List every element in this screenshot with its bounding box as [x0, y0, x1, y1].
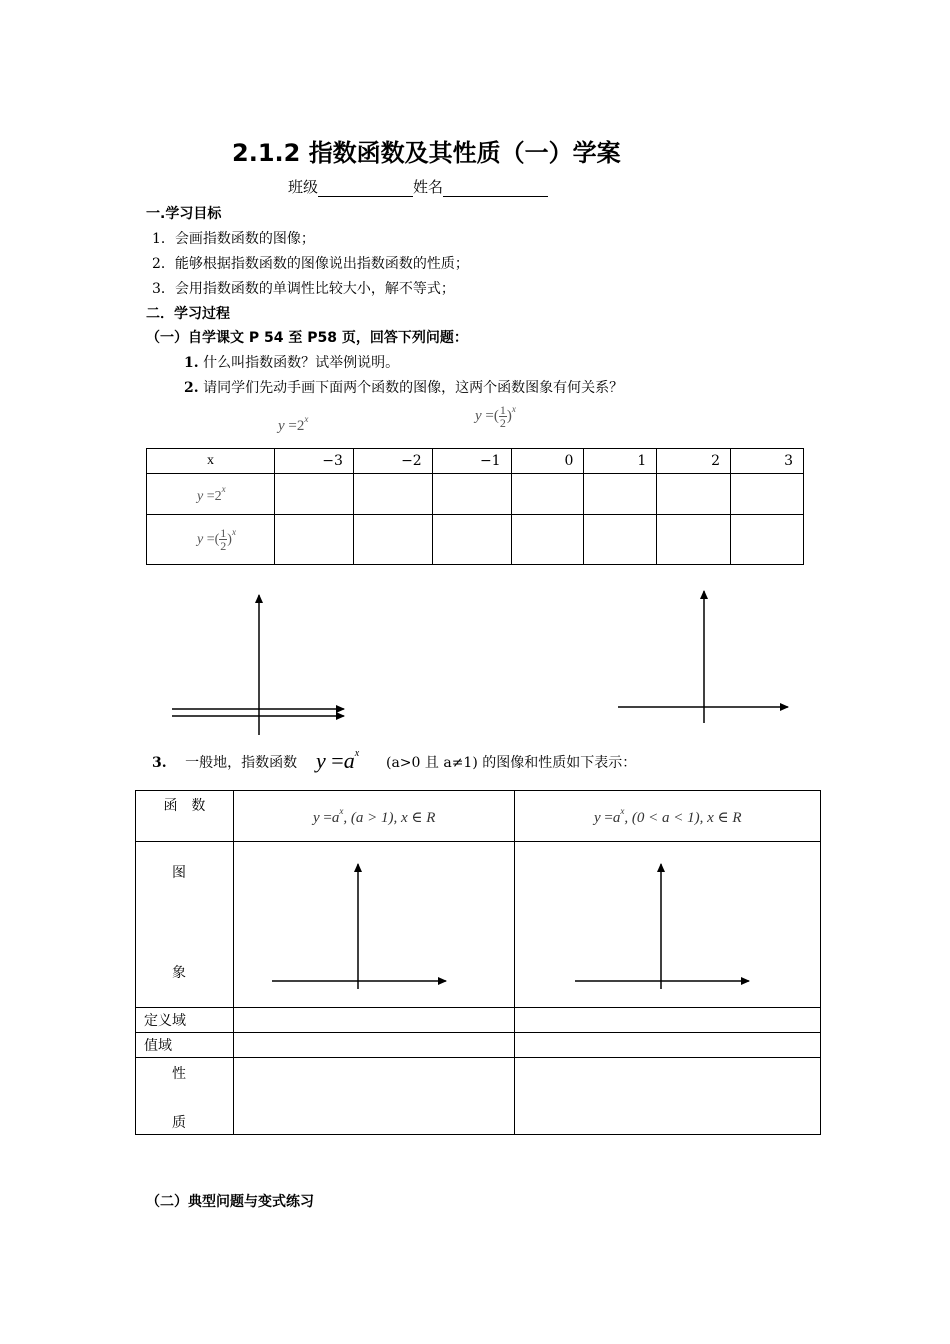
value-table [146, 448, 804, 565]
formula-2-to-x: $y =2^x$ [278, 414, 309, 434]
x-value: −1 [432, 449, 511, 474]
question-2 [184, 377, 623, 397]
name-blank[interactable] [443, 178, 548, 197]
formula-a-to-x: $y =a^x$ [316, 748, 360, 773]
x-header: x [147, 449, 275, 474]
question-3-text-a: 一般地，指数函数 [185, 755, 298, 771]
graph-cell-a-greater-1[interactable] [233, 842, 515, 1008]
properties-table [135, 790, 821, 1135]
goals-heading: 一.学习目标 [146, 206, 222, 222]
x-value: 0 [511, 449, 584, 474]
left-axes-drawing[interactable] [160, 585, 360, 740]
table-row [136, 791, 821, 842]
class-label: 班级 [288, 178, 319, 196]
question-1-number: 1. [184, 355, 199, 371]
x-value: 1 [584, 449, 657, 474]
goal-item: 3．会用指数函数的单调性比较大小，解不等式； [152, 281, 455, 297]
graph-axes[interactable] [567, 854, 757, 994]
value-cell[interactable] [353, 515, 432, 565]
property-label-top: 性 [172, 1066, 186, 1082]
page-title: 2.1.2 指数函数及其性质（一）学案 [232, 139, 621, 167]
value-cell[interactable] [511, 515, 584, 565]
domain-cell[interactable] [515, 1008, 821, 1033]
value-cell[interactable] [275, 515, 354, 565]
question-3 [152, 752, 297, 772]
graph-label-cell [136, 842, 234, 1008]
domain-label: 定义域 [136, 1008, 234, 1033]
x-value: −2 [353, 449, 432, 474]
table-row [136, 1008, 821, 1033]
property-label-bottom: 质 [172, 1115, 186, 1131]
table-row [136, 842, 821, 1008]
domain-cell[interactable] [233, 1008, 515, 1033]
value-cell[interactable] [353, 474, 432, 515]
question-2-number: 2. [184, 380, 199, 396]
property-cell[interactable] [233, 1058, 515, 1135]
x-value: 2 [657, 449, 731, 474]
graph-label-top: 图 [172, 865, 186, 881]
question-3-text-b: (a>0 且 a≠1) 的图像和性质如下表示： [386, 755, 637, 771]
process-heading: 二．学习过程 [146, 306, 230, 322]
value-cell[interactable] [275, 474, 354, 515]
question-1-text: 什么叫指数函数？试举例说明。 [198, 355, 400, 371]
table-row [136, 1058, 821, 1135]
formula-half-to-x: y =( $\frac{1}{2}$ )$^x$ [475, 403, 516, 431]
question-1 [184, 352, 399, 372]
table-row [147, 474, 804, 515]
range-label: 值域 [136, 1033, 234, 1058]
function-label: 函 数 [136, 791, 234, 842]
value-cell[interactable] [584, 515, 657, 565]
practice-heading: （二）典型问题与变式练习 [146, 1194, 314, 1210]
question-2-text: 请同学们先动手画下面两个函数的图像，这两个函数图象有何关系？ [198, 380, 624, 396]
table-row [147, 515, 804, 565]
goal-item: 2．能够根据指数函数的图像说出指数函数的性质； [152, 256, 469, 272]
value-cell[interactable] [657, 515, 731, 565]
value-cell[interactable] [657, 474, 731, 515]
value-cell[interactable] [432, 515, 511, 565]
graph-axes[interactable] [264, 854, 454, 994]
table-row [136, 1033, 821, 1058]
question-3-number: 3. [152, 755, 167, 771]
value-cell[interactable] [731, 474, 804, 515]
table-row [147, 449, 804, 474]
x-value: 3 [731, 449, 804, 474]
student-info-line [288, 176, 548, 197]
value-cell[interactable] [432, 474, 511, 515]
case-a-greater-1: $y =a^x$, (a > 1), x ∈ R [233, 791, 515, 842]
self-study-heading: （一）自学课文 P 54 至 P58 页，回答下列问题： [146, 330, 468, 346]
property-cell[interactable] [515, 1058, 821, 1135]
goal-item: 1．会画指数函数的图像； [152, 231, 315, 247]
range-cell[interactable] [233, 1033, 515, 1058]
value-cell[interactable] [511, 474, 584, 515]
range-cell[interactable] [515, 1033, 821, 1058]
value-cell[interactable] [731, 515, 804, 565]
x-value: −3 [275, 449, 354, 474]
case-a-less-1: $y =a^x$, (0 < a < 1), x ∈ R [515, 791, 821, 842]
row-label-2-to-x: $y =2^x$ [147, 474, 275, 515]
class-blank[interactable] [318, 178, 413, 197]
graph-label-bottom: 象 [172, 965, 186, 981]
value-cell[interactable] [584, 474, 657, 515]
graph-cell-a-less-1[interactable] [515, 842, 821, 1008]
name-label: 姓名 [413, 178, 444, 196]
right-axes-drawing[interactable] [610, 585, 800, 730]
row-label-half-to-x: y =( $\frac{1}{2}$ )$^x$ [147, 515, 275, 565]
property-label-cell [136, 1058, 234, 1135]
